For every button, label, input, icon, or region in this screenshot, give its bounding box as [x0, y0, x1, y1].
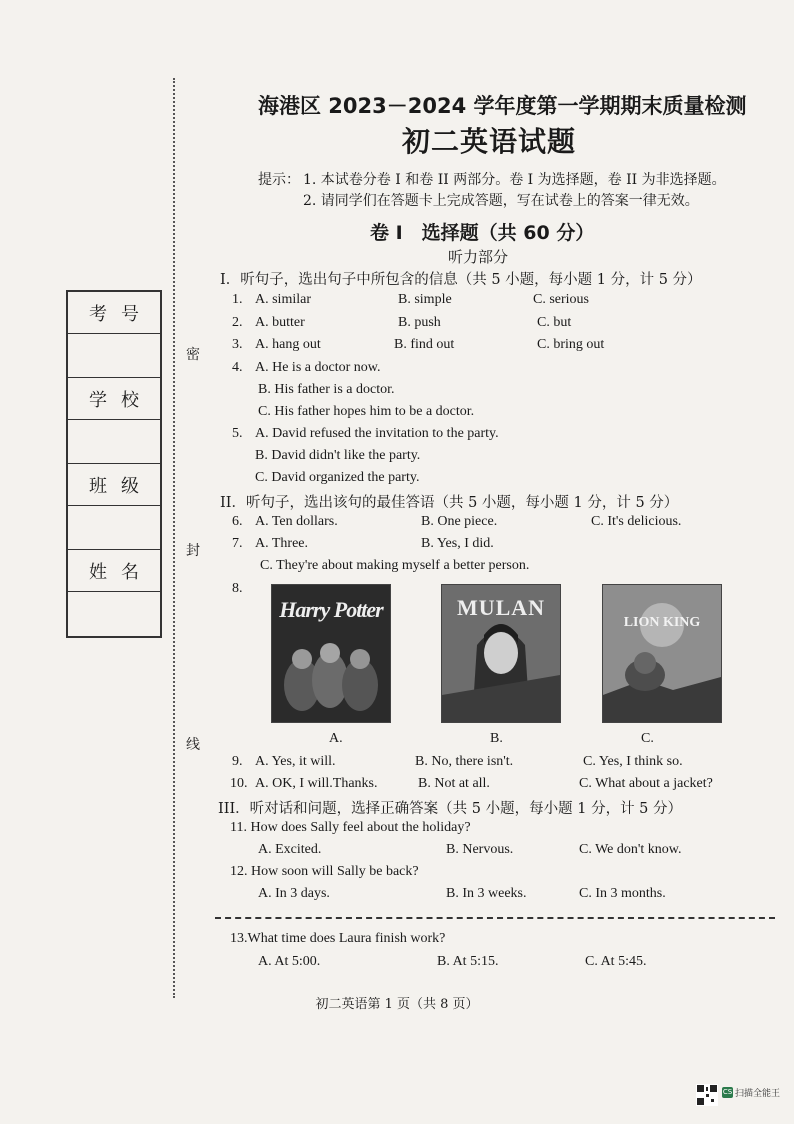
poster-harry-potter [271, 584, 391, 723]
q5-num: 5. [232, 426, 243, 441]
q6-option-b: B. One piece. [421, 514, 498, 529]
exam-subtitle: 初二英语试题 [402, 125, 577, 158]
q7-option-c: C. They're about making myself a better person. [260, 558, 530, 573]
q6-num: 6. [232, 514, 243, 529]
q6-option-a: A. Ten dollars. [255, 514, 338, 529]
q8-caption-b: B. [490, 731, 503, 746]
q3-option-a: A. hang out [255, 337, 321, 352]
poster-title-mulan: MULAN [456, 595, 546, 620]
q12-option-b: B. In 3 weeks. [446, 886, 527, 901]
q2-option-c: C. but [537, 315, 572, 330]
q3-option-b: B. find out [394, 337, 455, 352]
q7-option-a: A. Three. [255, 536, 308, 551]
q10-num: 10. [230, 776, 248, 791]
seal-char-xian: 线 [186, 737, 200, 753]
q4-option-c: C. His father hopes him to be a doctor. [258, 404, 475, 419]
note-2: 2. 请同学们在答题卡上完成答题，写在试卷上的答案一律无效。 [303, 193, 699, 209]
q13-option-a: A. At 5:00. [258, 954, 321, 969]
binding-line [173, 78, 175, 998]
seal-char-feng: 封 [186, 543, 200, 559]
q2-num: 2. [232, 315, 243, 330]
page-footer: 初二英语第 1 页（共 8 页） [315, 997, 479, 1012]
q3-option-c: C. bring out [537, 337, 605, 352]
scanner-logo-icon: CS [722, 1088, 733, 1096]
student-info-box [66, 290, 162, 638]
q4-num: 4. [232, 360, 243, 375]
qr-code-icon [696, 1084, 718, 1106]
q13-question: 13.What time does Laura finish work? [230, 931, 446, 946]
q1-num: 1. [232, 292, 243, 307]
q7-num: 7. [232, 536, 243, 551]
q8-caption-a: A. [329, 731, 343, 746]
notes-label: 提示： [258, 172, 300, 188]
section3-header: III．听对话和问题，选择正确答案（共 5 小题，每小题 1 分，计 5 分） [218, 801, 683, 817]
poster-title-lion-king: LION KING [623, 615, 701, 630]
q13-option-c: C. At 5:45. [585, 954, 647, 969]
scanner-label: 扫描全能王 [735, 1089, 781, 1099]
q5-option-a: A. David refused the invitation to the party. [255, 426, 499, 441]
field-label-name: 姓名 [68, 550, 160, 592]
scanner-watermark [696, 1082, 782, 1108]
q4-option-b: B. His father is a doctor. [258, 382, 395, 397]
q5-option-b: B. David didn't like the party. [255, 448, 421, 463]
seal-char-mi: 密 [186, 347, 200, 363]
field-input-name[interactable] [68, 592, 160, 636]
field-input-class[interactable] [68, 506, 160, 550]
q4-option-a: A. He is a doctor now. [255, 360, 381, 375]
q13-option-b: B. At 5:15. [437, 954, 499, 969]
field-input-school[interactable] [68, 420, 160, 464]
note-1: 1. 本试卷分卷 I 和卷 II 两部分。卷 I 为选择题，卷 II 为非选择题。 [303, 172, 726, 188]
q12-question: 12. How soon will Sally be back? [230, 864, 419, 879]
q9-option-c: C. Yes, I think so. [583, 754, 683, 769]
q5-option-c: C. David organized the party. [255, 470, 420, 485]
q10-option-b: B. Not at all. [418, 776, 490, 791]
q9-option-a: A. Yes, it will. [255, 754, 336, 769]
q1-option-a: A. similar [255, 292, 311, 307]
q9-num: 9. [232, 754, 243, 769]
exam-title: 海港区 2023－2024 学年度第一学期期末质量检测 [258, 94, 747, 118]
q11-option-b: B. Nervous. [446, 842, 514, 857]
q8-caption-c: C. [641, 731, 654, 746]
poster-mulan [441, 584, 561, 723]
poster-title-harry-potter: Harry Potter [279, 597, 383, 622]
q12-option-c: C. In 3 months. [579, 886, 666, 901]
section-divider [215, 917, 775, 919]
q8-num: 8. [232, 581, 243, 596]
q10-option-a: A. OK, I will.Thanks. [255, 776, 378, 791]
volume-title: 卷 I 选择题（共 60 分） [370, 222, 595, 244]
q9-option-b: B. No, there isn't. [415, 754, 514, 769]
poster-lion-king [602, 584, 722, 723]
field-label-school: 学校 [68, 378, 160, 420]
q2-option-a: A. butter [255, 315, 305, 330]
section2-header: II．听句子，选出该句的最佳答语（共 5 小题，每小题 1 分，计 5 分） [220, 495, 679, 511]
listening-title: 听力部分 [448, 248, 509, 266]
q12-option-a: A. In 3 days. [258, 886, 330, 901]
section1-header: I．听句子，选出句子中所包含的信息（共 5 小题，每小题 1 分，计 5 分） [220, 272, 702, 288]
q6-option-c: C. It's delicious. [591, 514, 682, 529]
q10-option-c: C. What about a jacket? [579, 776, 713, 791]
q11-option-c: C. We don't know. [579, 842, 682, 857]
lion-king-artwork [603, 585, 721, 722]
q1-option-c: C. serious [533, 292, 589, 307]
q11-question: 11. How does Sally feel about the holiday? [230, 820, 471, 835]
q3-num: 3. [232, 337, 243, 352]
q2-option-b: B. push [398, 315, 441, 330]
field-input-exam-number[interactable] [68, 334, 160, 378]
field-label-exam-number: 考号 [68, 292, 160, 334]
q11-option-a: A. Excited. [258, 842, 322, 857]
q7-option-b: B. Yes, I did. [421, 536, 494, 551]
q1-option-b: B. simple [398, 292, 452, 307]
field-label-class: 班级 [68, 464, 160, 506]
